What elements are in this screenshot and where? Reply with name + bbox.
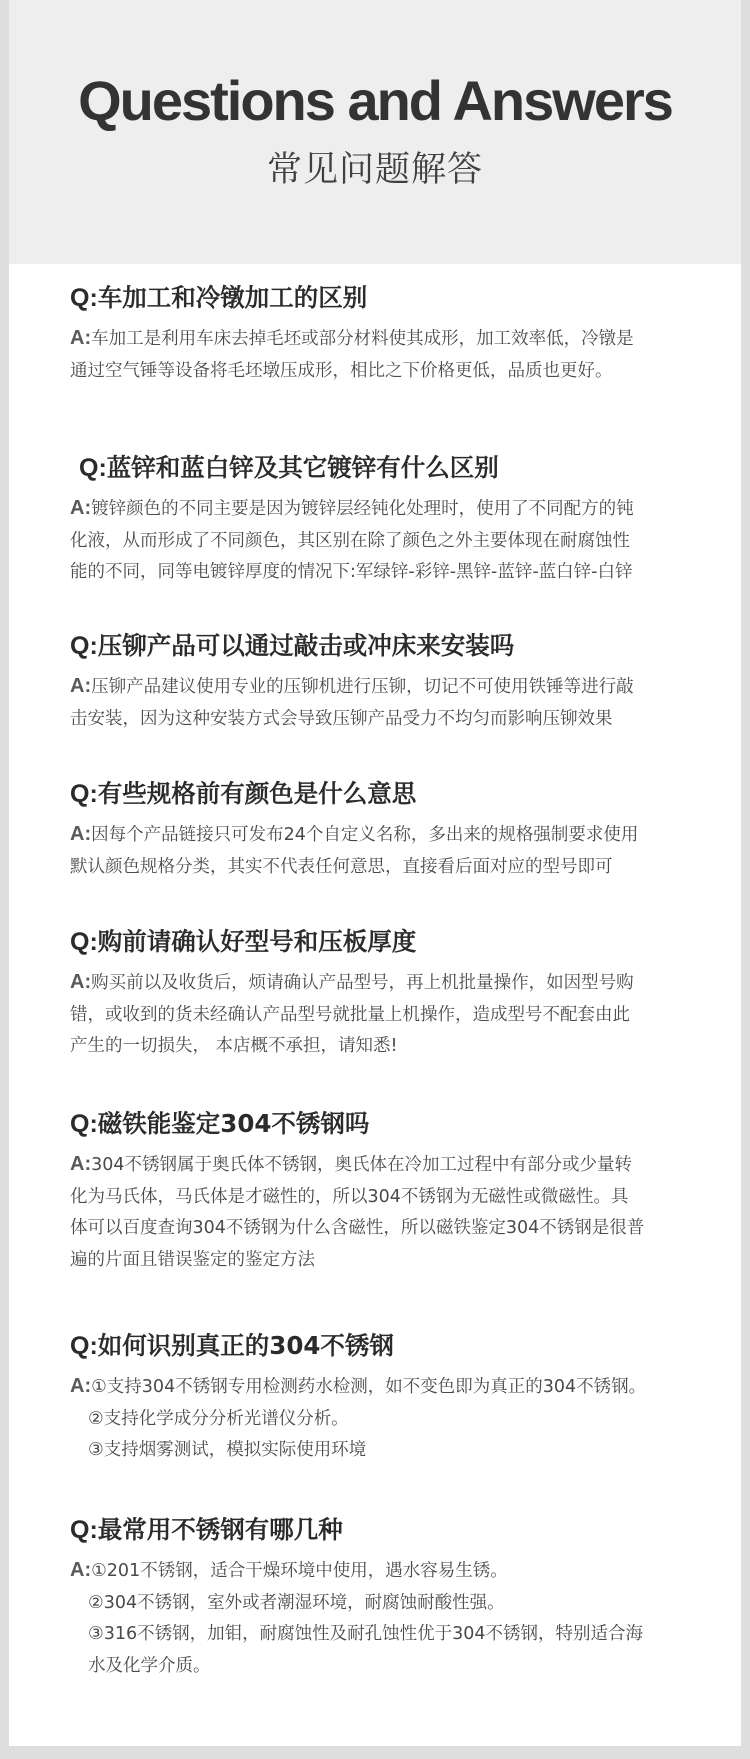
answer-line: 默认颜色规格分类，其实不代表任何意思，直接看后面对应的型号即可 xyxy=(70,856,613,877)
answer-line: ②304不锈钢，室外或者潮湿环境，耐腐蚀耐酸性强。 xyxy=(88,1592,505,1613)
answer-line: 车加工是利用车床去掉毛坯或部分材料使其成形，加工效率低，冷镦是 xyxy=(91,329,634,349)
faq-question xyxy=(70,1512,695,1548)
answer-line: 产生的一切损失， 本店概不承担，请知悉! xyxy=(70,1036,398,1056)
answer-line: 通过空气锤等设备将毛坯墩压成形，相比之下价格更低，品质也更好。 xyxy=(70,360,613,381)
answer-line: 304不锈钢属于奥氏体不锈钢，奥氏体在冷加工过程中有部分或少量转 xyxy=(91,1155,633,1175)
answer-line: 错，或收到的货未经确认产品型号就批量上机操作，造成型号不配套由此 xyxy=(70,1004,630,1025)
faq-answer xyxy=(70,967,695,1063)
faq-item xyxy=(70,924,695,1063)
answer-prefix: A: xyxy=(70,971,92,993)
faq-question xyxy=(70,924,695,960)
question-prefix: Q: xyxy=(70,1110,98,1138)
answer-prefix: A: xyxy=(70,327,92,349)
answer-line: 压铆产品建议使用专业的压铆机进行压铆，切记不可使用铁锤等进行敲 xyxy=(91,677,634,697)
answer-line: 因每个产品链接只可发布24个自定义名称，多出来的规格强制要求使用 xyxy=(91,825,639,845)
question-prefix: Q: xyxy=(70,632,98,660)
answer-line: ①201不锈钢，适合干燥环境中使用，遇水容易生锈。 xyxy=(91,1561,508,1581)
answer-line: 镀锌颜色的不同主要是因为镀锌层经钝化处理时，使用了不同配方的钝 xyxy=(91,499,634,519)
faq-answer-block xyxy=(70,486,695,589)
question-prefix: Q: xyxy=(70,928,98,956)
faq-question xyxy=(70,776,695,812)
answer-line: 体可以百度查询304不锈钢为什么含磁性，所以磁铁鉴定304不锈钢是很普 xyxy=(70,1218,645,1238)
faq-item xyxy=(70,1328,695,1467)
faq-answer xyxy=(70,1149,695,1276)
question-text: 磁铁能鉴定304不锈钢吗 xyxy=(97,1109,370,1138)
question-text: 压铆产品可以通过敲击或冲床来安装吗 xyxy=(97,631,515,660)
answer-prefix: A: xyxy=(70,823,92,845)
question-text: 蓝锌和蓝白锌及其它镀锌有什么区别 xyxy=(106,453,499,482)
faq-question xyxy=(70,280,695,316)
answer-line: 化为马氏体，马氏体是才磁性的，所以304不锈钢为无磁性或微磁性。具 xyxy=(70,1186,629,1207)
answer-line: ③316不锈钢，加钼，耐腐蚀性及耐孔蚀性优于304不锈钢，特别适合海 xyxy=(88,1624,643,1644)
faq-answer xyxy=(70,323,695,387)
answer-line: 水及化学介质。 xyxy=(88,1655,211,1676)
faq-answer xyxy=(70,1555,695,1682)
answer-line: ③支持烟雾测试，模拟实际使用环境 xyxy=(88,1440,367,1460)
faq-item xyxy=(70,1106,695,1276)
page-subtitle: 常见问题解答 xyxy=(266,150,483,190)
answer-line: 购买前以及收货后，烦请确认产品型号，再上机批量操作，如因型号购 xyxy=(91,973,634,993)
question-text: 车加工和冷镦加工的区别 xyxy=(97,283,368,312)
answer-prefix: A: xyxy=(70,1375,92,1397)
faq-item xyxy=(70,776,695,883)
question-text: 最常用不锈钢有哪几种 xyxy=(97,1515,343,1544)
faq-answer xyxy=(70,493,695,589)
faq-answer xyxy=(70,819,695,883)
answer-line: ②支持化学成分分析光谱仪分析。 xyxy=(88,1408,349,1429)
answer-prefix: A: xyxy=(70,497,92,519)
faq-question xyxy=(70,1106,695,1142)
question-text: 有些规格前有颜色是什么意思 xyxy=(97,779,417,808)
faq-question xyxy=(70,1328,695,1364)
answer-line: 化液，从而形成了不同颜色，其区别在除了颜色之外主要体现在耐腐蚀性 xyxy=(70,530,630,551)
question-prefix: Q: xyxy=(79,454,107,482)
question-prefix: Q: xyxy=(70,780,98,808)
faq-item xyxy=(79,450,704,486)
answer-line: 击安装，因为这种安装方式会导致压铆产品受力不均匀而影响压铆效果 xyxy=(70,708,613,729)
question-text: 如何识别真正的304不锈钢 xyxy=(97,1331,394,1360)
answer-line: 遍的片面且错误鉴定的鉴定方法 xyxy=(70,1249,315,1270)
faq-panel xyxy=(9,264,741,1746)
answer-prefix: A: xyxy=(70,1559,92,1581)
page-header xyxy=(9,0,741,264)
faq-item xyxy=(70,628,695,735)
question-prefix: Q: xyxy=(70,284,98,312)
faq-question xyxy=(79,450,704,486)
question-prefix: Q: xyxy=(70,1516,98,1544)
page-title: Questions and Answers xyxy=(78,69,672,132)
answer-line: 能的不同，同等电镀锌厚度的情况下:军绿锌-彩锌-黑锌-蓝锌-蓝白锌-白锌 xyxy=(70,562,633,582)
faq-item xyxy=(70,280,695,387)
answer-prefix: A: xyxy=(70,675,92,697)
faq-answer xyxy=(70,1371,695,1467)
faq-item xyxy=(70,1512,695,1682)
question-prefix: Q: xyxy=(70,1332,98,1360)
question-text: 购前请确认好型号和压板厚度 xyxy=(97,927,417,956)
faq-question xyxy=(70,628,695,664)
answer-prefix: A: xyxy=(70,1153,92,1175)
faq-answer xyxy=(70,671,695,735)
answer-line: ①支持304不锈钢专用检测药水检测，如不变色即为真正的304不锈钢。 xyxy=(91,1377,647,1397)
